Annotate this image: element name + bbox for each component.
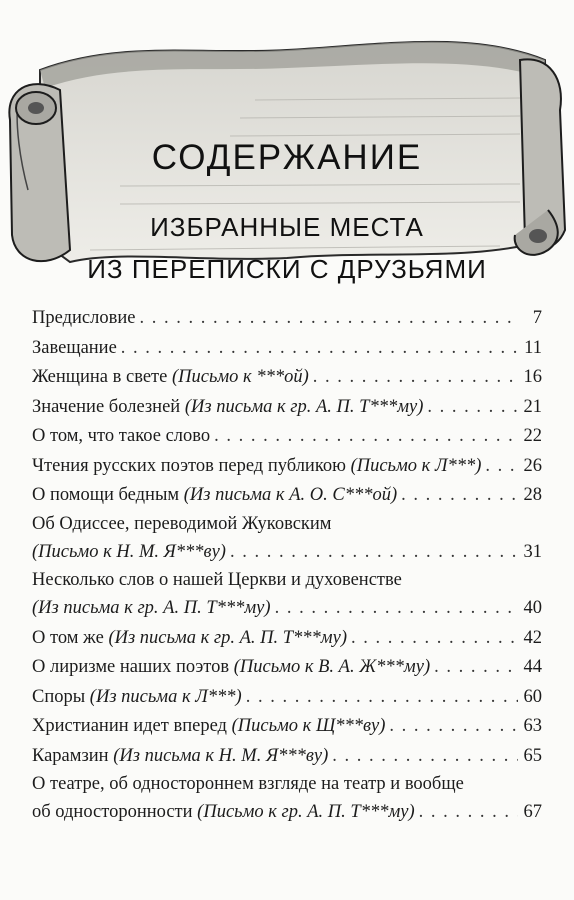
entry-letter-note: (Письмо к гр. А. П. Т***му) — [197, 802, 415, 822]
leader-dots — [332, 742, 518, 772]
page-number: 63 — [523, 716, 542, 736]
toc-entry-testament[interactable] — [32, 334, 542, 364]
toc-entry-preface[interactable] — [32, 304, 542, 334]
entry-letter-note: (Письмо к В. А. Ж***му) — [233, 657, 431, 677]
entry-title: Карамзин — [32, 745, 114, 766]
entry-title: О том, что такое слово — [32, 426, 211, 446]
entry-letter-note: (Письмо к Н. М. Я***ву) — [32, 541, 226, 562]
toc-entry-christian-goes-forward[interactable] — [32, 712, 542, 742]
entry-title: О театре, об одностороннем взгляде на театр и вообще — [32, 774, 464, 794]
toc-entry-on-the-same[interactable] — [32, 624, 542, 654]
toc-entry-karamzin[interactable] — [32, 742, 542, 772]
page-number: 16 — [523, 367, 542, 387]
entry-title: О помощи бедным — [32, 485, 184, 505]
table-of-contents — [32, 304, 542, 828]
page-number: 28 — [523, 485, 542, 505]
page-number: 65 — [523, 745, 542, 766]
toc-entry-church-and-clergy[interactable] — [32, 567, 542, 624]
entry-title: Христианин идет вперед — [32, 716, 232, 736]
leader-dots — [434, 653, 518, 683]
entry-letter-note: (Письмо к Щ***ву) — [231, 716, 386, 736]
leader-dots — [401, 481, 518, 511]
leader-dots — [485, 452, 518, 482]
entry-title: О лиризме наших поэтов — [32, 657, 234, 677]
entry-title: Женщина в свете — [32, 367, 172, 387]
page-number: 22 — [523, 426, 542, 446]
entry-letter-note: (Из письма к Н. М. Я***ву) — [113, 745, 329, 766]
leader-dots — [214, 422, 518, 452]
book-title-line-1: ИЗБРАННЫЕ МЕСТА — [150, 212, 424, 242]
page-number: 44 — [523, 657, 542, 677]
toc-entry-disputes[interactable] — [32, 683, 542, 713]
entry-title: Несколько слов о нашей Церкви и духовенстве — [32, 570, 402, 590]
toc-entry-what-is-word[interactable] — [32, 422, 542, 452]
toc-entry-woman-in-society[interactable] — [32, 363, 542, 393]
page-number: 42 — [523, 627, 542, 648]
entry-title: Споры — [32, 686, 90, 707]
toc-entry-helping-the-poor[interactable] — [32, 481, 542, 511]
entry-letter-note: (Из письма к гр. А. П. Т***му) — [32, 598, 271, 618]
entry-title: О том же — [32, 627, 109, 648]
page-number: 21 — [523, 396, 542, 417]
toc-entry-odyssey[interactable] — [32, 511, 542, 568]
page-number: 67 — [523, 802, 542, 822]
page-number: 40 — [523, 598, 542, 618]
page-number: 11 — [524, 337, 542, 358]
page-number: 26 — [523, 455, 542, 476]
leader-dots — [351, 624, 518, 654]
contents-title: СОДЕРЖАНИЕ — [151, 138, 423, 177]
toc-entry-lyricism[interactable] — [32, 653, 542, 683]
leader-dots — [389, 712, 518, 742]
entry-title: Об Одиссее, переводимой Жуковским — [32, 513, 332, 534]
entry-letter-note: (Из письма к гр. А. П. Т***му) — [108, 627, 347, 648]
toc-entry-meaning-of-illness[interactable] — [32, 393, 542, 423]
entry-letter-note: (Из письма к А. О. С***ой) — [183, 485, 398, 505]
page-number: 60 — [523, 686, 542, 707]
leader-dots — [230, 538, 518, 568]
toc-entry-theatre[interactable] — [32, 771, 542, 828]
entry-letter-note: (Из письма к гр. А. П. Т***му) — [184, 396, 424, 417]
leader-dots — [139, 304, 518, 334]
leader-dots — [246, 683, 518, 713]
entry-letter-note: (Письмо к Л***) — [350, 455, 482, 476]
leader-dots — [275, 594, 518, 624]
entry-title-continued: об односторонности — [32, 802, 198, 822]
entry-title: Чтения русских поэтов перед публикою — [32, 455, 351, 476]
leader-dots — [313, 363, 518, 393]
leader-dots — [121, 334, 518, 364]
leader-dots — [419, 798, 518, 828]
entry-letter-note: (Письмо к ***ой) — [171, 367, 309, 387]
toc-entry-readings-of-poets[interactable] — [32, 452, 542, 482]
page-number: 7 — [532, 308, 542, 328]
entry-title: Значение болезней — [32, 396, 185, 417]
entry-letter-note: (Из письма к Л***) — [89, 686, 242, 707]
book-title-line-2: ИЗ ПЕРЕПИСКИ С ДРУЗЬЯМИ — [87, 254, 487, 284]
page-number: 31 — [523, 541, 542, 562]
leader-dots — [427, 393, 518, 423]
entry-title: Предисловие — [32, 308, 136, 328]
entry-title: Завещание — [32, 337, 117, 358]
